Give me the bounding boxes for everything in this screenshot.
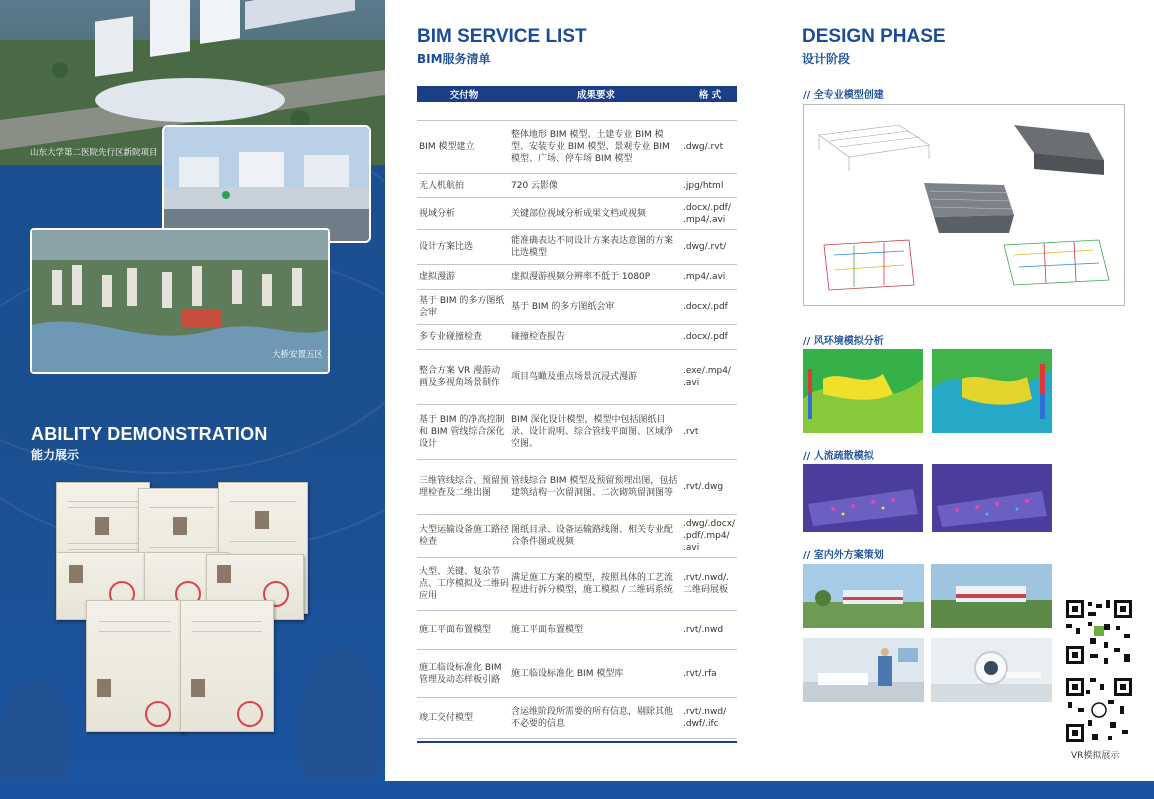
deliverable-cell: 设计方案比选 <box>419 242 474 252</box>
requirement-cell: 图纸目录、设备运输路线图、相关专业配合条件图或视频 <box>511 525 674 547</box>
phase-label-wind: // 风环境模拟分析 <box>803 336 884 347</box>
table-row <box>417 174 737 198</box>
table-row <box>417 325 737 350</box>
table-header <box>417 86 737 102</box>
format-cell: .dwg/.rvt <box>683 142 724 152</box>
deliverable-cell: 整合方案 VR 漫游动画及多视角场景制作 <box>419 366 501 388</box>
evacuation-simulation-image <box>932 464 1052 532</box>
table-spacer <box>417 102 737 121</box>
service-table <box>417 86 737 743</box>
certificate <box>180 600 274 732</box>
phase-label-planning: // 室内外方案策划 <box>803 550 884 561</box>
header-format: 格 式 <box>698 90 722 101</box>
format-cell: .docx/.pdf/ .mp4/.avi <box>683 202 731 225</box>
deliverable-cell: 虚拟漫游 <box>419 272 456 282</box>
requirement-cell: 整体地形 BIM 模型、土建专业 BIM 模型、安装专业 BIM 模型、景观专业 BIM 模型、广场、停车场 BIM 模型 <box>511 130 670 164</box>
table-row <box>417 558 737 611</box>
table-bottom-rule <box>417 741 737 743</box>
format-cell: .rvt/.nwd/ .dwf/.ifc <box>683 707 727 729</box>
requirement-cell: 施工平面布置模型 <box>511 625 584 635</box>
qr-code[interactable] <box>1064 676 1134 744</box>
requirement-cell: 项目鸟瞰及重点场景沉浸式漫游 <box>511 372 638 382</box>
format-cell: .mp4/.avi <box>683 272 726 282</box>
table-row <box>417 265 737 290</box>
ability-title: ABILITY DEMONSTRATION <box>31 424 268 444</box>
format-cell: .dwg/.rvt/ <box>683 242 727 252</box>
requirement-cell: 管线综合 BIM 模型及预留预埋出图，包括建筑结构一次留洞图、二次砌筑留洞图等 <box>511 476 678 498</box>
exterior-rendering-image <box>931 564 1052 628</box>
table-row <box>417 290 737 325</box>
requirement-cell: 虚拟漫游视频分辨率不低于 1080P <box>511 272 651 282</box>
requirement-cell: 能准确表达不同设计方案表达意图的方案比选模型 <box>511 236 674 258</box>
table-row <box>417 460 737 515</box>
requirement-cell: 施工临设标准化 BIM 模型库 <box>511 668 624 679</box>
deliverable-cell: 施工临设标准化 BIM 管理及动态样板引路 <box>419 662 502 685</box>
certificate <box>86 600 184 732</box>
bottom-bar <box>0 781 1154 799</box>
photo-caption: 大桥安置五区 <box>272 350 324 360</box>
requirement-cell: 关键部位视域分析成果文档或视频 <box>511 208 647 219</box>
deliverable-cell: 基于 BIM 的多方图纸会审 <box>419 296 505 318</box>
format-cell: .docx/.pdf <box>683 302 728 312</box>
format-cell: .rvt/.nwd/. 二维码展板 <box>683 573 729 595</box>
wind-simulation-image <box>803 349 923 433</box>
table-row <box>417 650 737 698</box>
interior-rendering-image <box>931 638 1052 702</box>
format-cell: .rvt <box>683 427 699 437</box>
format-cell: .exe/.mp4/ .avi <box>683 366 731 388</box>
format-cell: .rvt/.dwg <box>683 482 724 492</box>
table-row <box>417 198 737 230</box>
deliverable-cell: 竣工交付模型 <box>419 713 474 723</box>
deliverable-cell: 视域分析 <box>419 208 456 219</box>
evacuation-simulation-image <box>803 464 923 532</box>
hospital-facade-photo <box>162 125 371 243</box>
table-row <box>417 515 737 558</box>
service-subtitle: BIM服务清单 <box>417 52 491 66</box>
deliverable-cell: 大型运输设备施工路径检查 <box>419 525 510 547</box>
requirement-cell: 720 云影像 <box>511 180 559 191</box>
table-row <box>417 611 737 650</box>
person-silhouette <box>300 650 380 780</box>
deliverable-cell: BIM 模型建立 <box>419 142 475 152</box>
format-cell: .rvt/.rfa <box>683 668 717 679</box>
ability-subtitle: 能力展示 <box>31 448 80 462</box>
deliverable-cell: 大型、关键、复杂节点、工序模拟及二维码应用 <box>419 567 510 601</box>
phase-title: DESIGN PHASE <box>802 26 946 47</box>
phase-subtitle: 设计阶段 <box>802 52 851 66</box>
interior-rendering-image <box>803 638 924 702</box>
qr-code[interactable] <box>1064 598 1134 666</box>
deliverable-cell: 多专业碰撞检查 <box>419 332 483 342</box>
deliverable-cell: 施工平面布置模型 <box>419 625 492 635</box>
format-cell: .rvt/.nwd <box>683 625 724 635</box>
table-row <box>417 121 737 174</box>
phase-label-modeling: // 全专业模型创建 <box>803 90 884 101</box>
table-row <box>417 350 737 405</box>
phase-label-evacuation: // 人流疏散模拟 <box>803 451 874 462</box>
format-cell: .dwg/.docx/ .pdf/.mp4/ .avi <box>683 519 736 553</box>
photo-caption: 山东大学第二医院先行区新院项目 <box>30 148 158 158</box>
requirement-cell: 基于 BIM 的多方图纸会审 <box>511 302 615 312</box>
requirement-cell: 满足施工方案的模型，按照具体的工艺流程进行拆分模型，施工模拟 / 二维码系统 <box>511 573 674 595</box>
deliverable-cell: 三维管线综合、预留预埋检查及二维出图 <box>419 476 510 498</box>
header-requirement: 成果要求 <box>576 90 615 101</box>
deliverable-cell: 基于 BIM 的净高控制和 BIM 管线综合深化设计 <box>419 415 505 449</box>
format-cell: .jpg/html <box>683 180 724 191</box>
table-row <box>417 405 737 460</box>
requirement-cell: 碰撞检查报告 <box>511 332 566 342</box>
deliverable-cell: 无人机航拍 <box>419 180 465 191</box>
table-row <box>417 698 737 739</box>
certificates-collage <box>56 482 306 732</box>
qr-caption: VR模拟展示 <box>1071 751 1120 761</box>
exterior-rendering-image <box>803 564 924 628</box>
table-body <box>417 121 737 739</box>
service-title: BIM SERVICE LIST <box>417 26 587 47</box>
model-collage-frame <box>803 104 1125 306</box>
format-cell: .docx/.pdf <box>683 332 728 342</box>
header-deliverable: 交付物 <box>449 90 479 101</box>
wind-simulation-image <box>932 349 1052 433</box>
table-row <box>417 230 737 265</box>
requirement-cell: 含运维阶段所需要的所有信息，剔除其他不必要的信息 <box>511 707 674 729</box>
requirement-cell: BIM 深化设计模型，模型中包括图纸目录、设计说明、综合管线平面图、区域净空图。 <box>511 415 674 449</box>
